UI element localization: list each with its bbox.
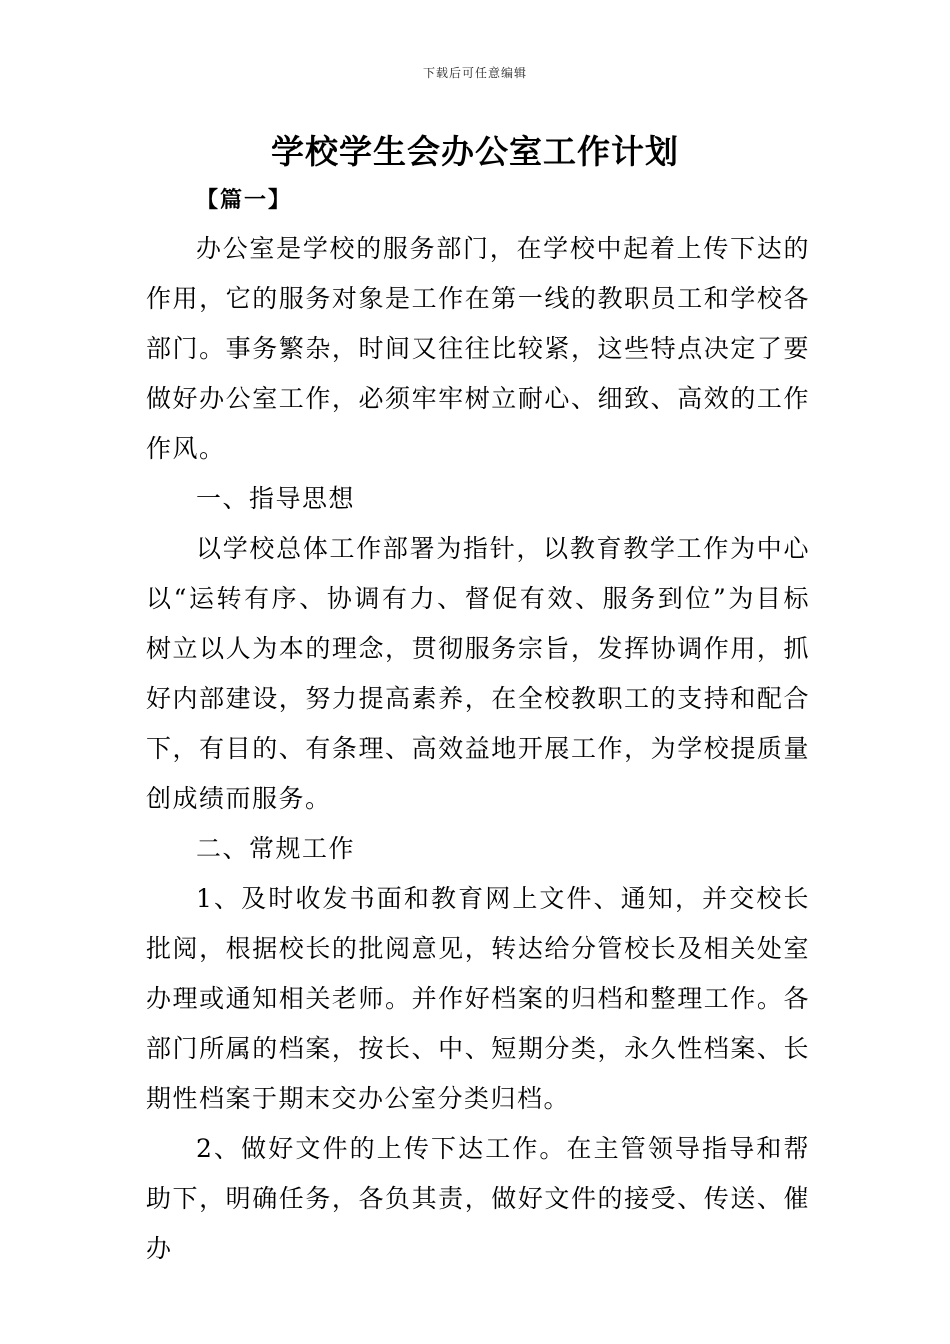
heading-routine-work: 二、常规工作 xyxy=(196,834,356,863)
document-title: 学校学生会办公室工作计划 xyxy=(271,132,679,171)
paragraph-guiding-ideology: 以学校总体工作部署为指针，以教育教学工作为中心以“运转有序、协调有力、督促有效、服务到位”为目标树立以人为本的理念，贯彻服务宗旨，发挥协调作用，抓好内部建设，努力提高素养，在全校教职工的支持和配合下，有目的、有条理、高效益地开展工作，为学校提质量创成绩而服务。 xyxy=(146,534,810,813)
paragraph-routine-item-1: 1、及时收发书面和教育网上文件、通知，并交校长批阅，根据校长的批阅意见，转达给分管校长及相关处室办理或通知相关老师。并作好档案的归档和整理工作。各部门所属的档案，按长、中、短期分类，永久性档案、长期性档案于期末交办公室分类归档。 xyxy=(146,884,810,1113)
paragraph-routine-item-2: 2、做好文件的上传下达工作。在主管领导指导和帮助下，明确任务，各负其责，做好文件的接受、传送、催办 xyxy=(146,1134,810,1263)
paragraph-intro: 办公室是学校的服务部门，在学校中起着上传下达的作用，它的服务对象是工作在第一线的教职员工和学校各部门。事务繁杂，时间又往往比较紧，这些特点决定了要做好办公室工作，必须牢牢树立耐心、细致、高效的工作作风。 xyxy=(146,234,810,463)
document-body xyxy=(146,224,810,1274)
heading-guiding-ideology: 一、指导思想 xyxy=(196,484,356,513)
section-tag: 【篇一】 xyxy=(196,187,293,213)
page-header-note: 下载后可任意编辑 xyxy=(422,66,527,80)
